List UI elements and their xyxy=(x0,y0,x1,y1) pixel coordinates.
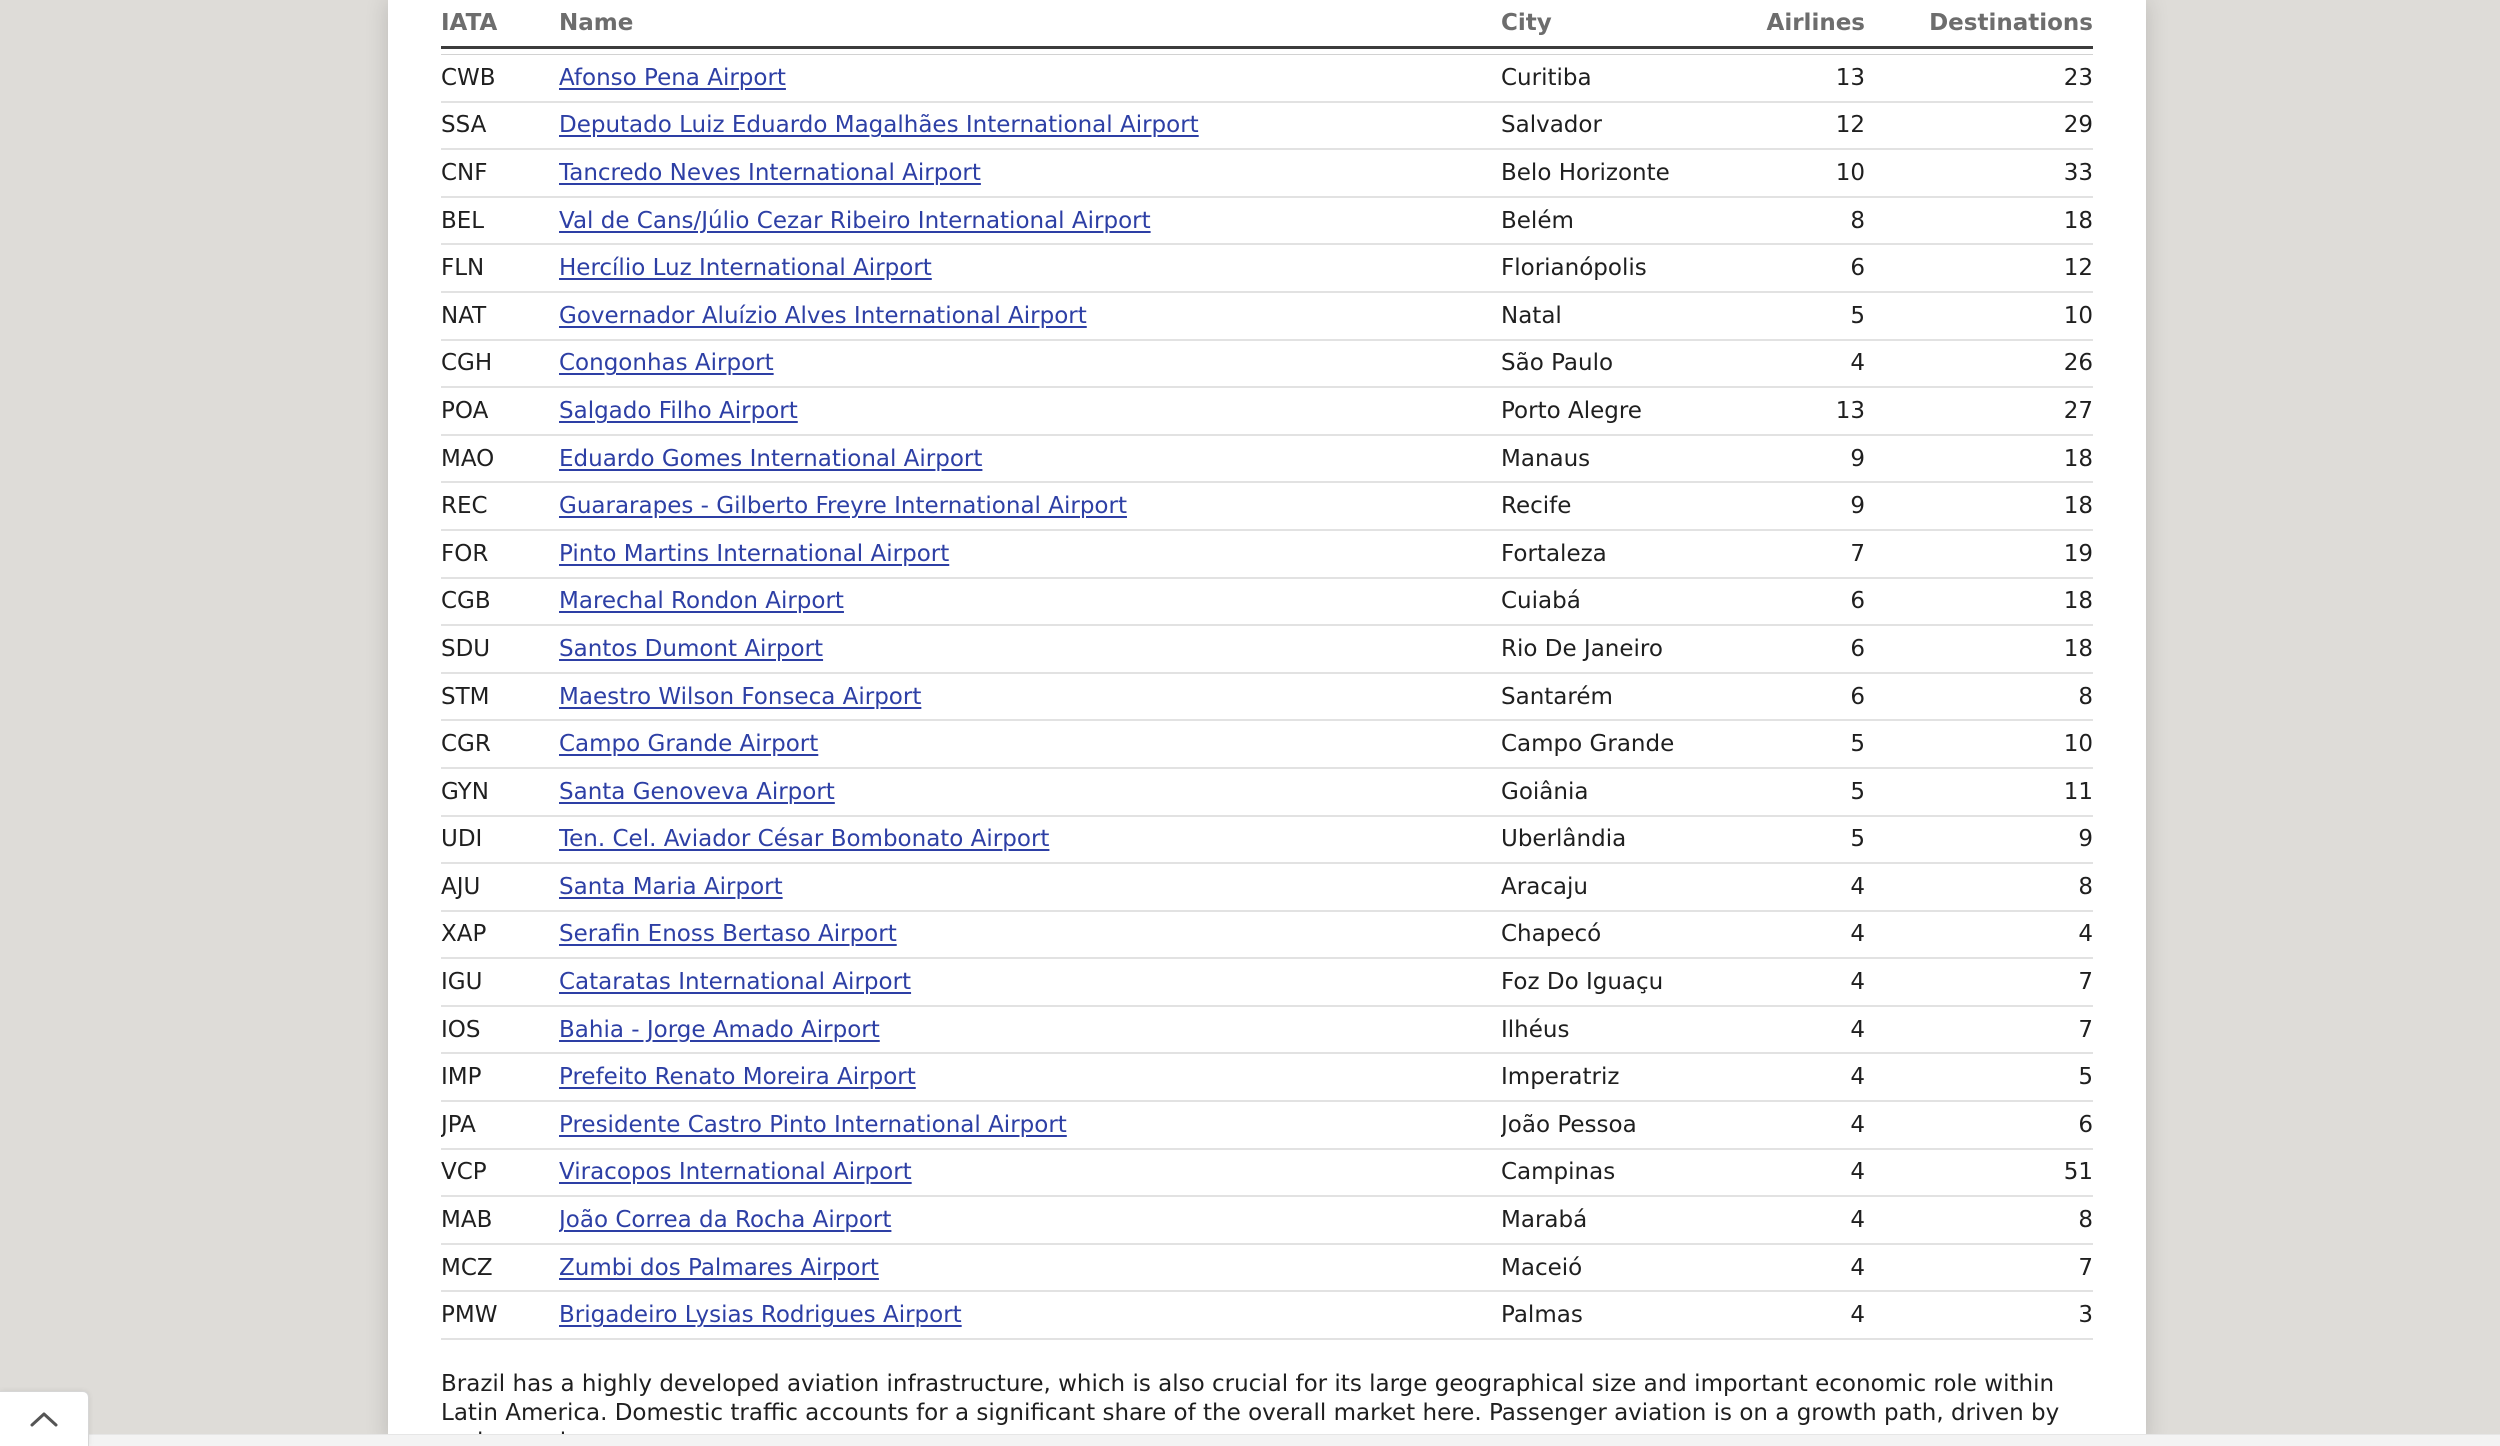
destinations-count-cell: 18 xyxy=(1865,435,2093,483)
chevron-up-icon xyxy=(29,1410,59,1428)
table-row xyxy=(441,863,2093,911)
airport-name-cell xyxy=(559,1291,1501,1339)
airport-name-cell xyxy=(559,197,1501,245)
iata-cell: NAT xyxy=(441,292,559,340)
table-row xyxy=(441,244,2093,292)
airlines-count-cell: 8 xyxy=(1731,197,1865,245)
airport-name-cell xyxy=(559,578,1501,626)
iata-cell: CWB xyxy=(441,55,559,102)
destinations-count-cell: 10 xyxy=(1865,720,2093,768)
airlines-count-cell: 5 xyxy=(1731,720,1865,768)
content-card xyxy=(388,0,2146,1445)
airport-name-cell xyxy=(559,816,1501,864)
iata-cell: AJU xyxy=(441,863,559,911)
table-row xyxy=(441,102,2093,150)
city-cell: Manaus xyxy=(1501,435,1731,483)
city-cell: Foz Do Iguaçu xyxy=(1501,958,1731,1006)
airlines-count-cell: 4 xyxy=(1731,911,1865,959)
airport-link[interactable]: Zumbi dos Palmares Airport xyxy=(559,1254,879,1281)
table-row xyxy=(441,816,2093,864)
table-row xyxy=(441,911,2093,959)
airlines-count-cell: 10 xyxy=(1731,149,1865,197)
iata-cell: FLN xyxy=(441,244,559,292)
city-cell: Imperatriz xyxy=(1501,1053,1731,1101)
iata-cell: IMP xyxy=(441,1053,559,1101)
table-row xyxy=(441,1244,2093,1292)
iata-cell: XAP xyxy=(441,911,559,959)
airport-link[interactable]: Congonhas Airport xyxy=(559,350,774,377)
airlines-count-cell: 5 xyxy=(1731,816,1865,864)
airport-name-cell xyxy=(559,673,1501,721)
city-cell: Recife xyxy=(1501,482,1731,530)
table-row xyxy=(441,1006,2093,1054)
airport-link[interactable]: Prefeito Renato Moreira Airport xyxy=(559,1064,916,1091)
iata-cell: JPA xyxy=(441,1101,559,1149)
city-cell: Rio De Janeiro xyxy=(1501,625,1731,673)
iata-cell: PMW xyxy=(441,1291,559,1339)
iata-cell: CGB xyxy=(441,578,559,626)
airport-name-cell xyxy=(559,863,1501,911)
destinations-count-cell: 12 xyxy=(1865,244,2093,292)
airlines-count-cell: 6 xyxy=(1731,625,1865,673)
airlines-count-cell: 6 xyxy=(1731,578,1865,626)
airport-name-cell xyxy=(559,149,1501,197)
airport-name-cell xyxy=(559,55,1501,102)
city-cell: Cuiabá xyxy=(1501,578,1731,626)
header-airlines[interactable]: Airlines xyxy=(1731,0,1865,48)
table-row xyxy=(441,292,2093,340)
table-row xyxy=(441,482,2093,530)
iata-cell: MAB xyxy=(441,1196,559,1244)
iata-cell: SDU xyxy=(441,625,559,673)
destinations-count-cell: 29 xyxy=(1865,102,2093,150)
airport-link[interactable]: Viracopos International Airport xyxy=(559,1159,912,1186)
airport-name-cell xyxy=(559,530,1501,578)
table-row xyxy=(441,435,2093,483)
airport-link[interactable]: Governador Aluízio Alves International Airport xyxy=(559,302,1087,329)
table-row xyxy=(441,958,2093,1006)
airlines-count-cell: 5 xyxy=(1731,292,1865,340)
airport-link[interactable]: Val de Cans/Júlio Cezar Ribeiro International Airport xyxy=(559,207,1151,234)
table-row xyxy=(441,720,2093,768)
table-row xyxy=(441,387,2093,435)
airport-link[interactable]: Presidente Castro Pinto International Airport xyxy=(559,1111,1067,1138)
airport-name-cell xyxy=(559,340,1501,388)
city-cell: Uberlândia xyxy=(1501,816,1731,864)
airlines-count-cell: 4 xyxy=(1731,958,1865,1006)
destinations-count-cell: 26 xyxy=(1865,340,2093,388)
iata-cell: GYN xyxy=(441,768,559,816)
destinations-count-cell: 9 xyxy=(1865,816,2093,864)
iata-cell: REC xyxy=(441,482,559,530)
iata-cell: MCZ xyxy=(441,1244,559,1292)
airports-table xyxy=(441,0,2093,1340)
airport-name-cell xyxy=(559,1053,1501,1101)
airlines-count-cell: 6 xyxy=(1731,673,1865,721)
airlines-count-cell: 4 xyxy=(1731,863,1865,911)
iata-cell: IOS xyxy=(441,1006,559,1054)
table-row xyxy=(441,768,2093,816)
table-body xyxy=(441,48,2093,1340)
destinations-count-cell: 7 xyxy=(1865,1006,2093,1054)
header-name[interactable]: Name xyxy=(559,0,1501,48)
table-row xyxy=(441,578,2093,626)
airport-name-cell xyxy=(559,292,1501,340)
header-spacer xyxy=(441,48,2093,55)
airport-name-cell xyxy=(559,1196,1501,1244)
destinations-count-cell: 51 xyxy=(1865,1149,2093,1197)
city-cell: Aracaju xyxy=(1501,863,1731,911)
airport-name-cell xyxy=(559,1006,1501,1054)
city-cell: João Pessoa xyxy=(1501,1101,1731,1149)
iata-cell: CGH xyxy=(441,340,559,388)
table-row xyxy=(441,1101,2093,1149)
iata-cell: FOR xyxy=(441,530,559,578)
destinations-count-cell: 6 xyxy=(1865,1101,2093,1149)
airport-link[interactable]: Deputado Luiz Eduardo Magalhães International Airport xyxy=(559,112,1199,139)
iata-cell: MAO xyxy=(441,435,559,483)
table-row xyxy=(441,1053,2093,1101)
airlines-count-cell: 13 xyxy=(1731,387,1865,435)
destinations-count-cell: 11 xyxy=(1865,768,2093,816)
city-cell: Belém xyxy=(1501,197,1731,245)
table-row xyxy=(441,149,2093,197)
airlines-count-cell: 4 xyxy=(1731,1006,1865,1054)
iata-cell: CGR xyxy=(441,720,559,768)
airport-link[interactable]: Tancredo Neves International Airport xyxy=(559,159,981,186)
airport-name-cell xyxy=(559,768,1501,816)
airport-link[interactable]: Santa Genoveva Airport xyxy=(559,778,835,805)
airlines-count-cell: 13 xyxy=(1731,55,1865,102)
iata-cell: SSA xyxy=(441,102,559,150)
iata-cell: BEL xyxy=(441,197,559,245)
destinations-count-cell: 4 xyxy=(1865,911,2093,959)
airlines-count-cell: 4 xyxy=(1731,1291,1865,1339)
iata-cell: UDI xyxy=(441,816,559,864)
airlines-count-cell: 9 xyxy=(1731,435,1865,483)
airport-name-cell xyxy=(559,102,1501,150)
intro-paragraph: Brazil has a highly developed aviation infrastructure, which is also crucial for its large geographical size and important economic role within Latin America. Domestic traffic accounts for a significant share of the overall market here. Passenger aviation is on a growth path, driven by xyxy=(441,1371,2060,1426)
iata-cell: CNF xyxy=(441,149,559,197)
destinations-count-cell: 33 xyxy=(1865,149,2093,197)
airport-name-cell xyxy=(559,482,1501,530)
airlines-count-cell: 4 xyxy=(1731,1053,1865,1101)
airlines-count-cell: 9 xyxy=(1731,482,1865,530)
city-cell: Ilhéus xyxy=(1501,1006,1731,1054)
city-cell: Marabá xyxy=(1501,1196,1731,1244)
header-city[interactable]: City xyxy=(1501,0,1731,48)
destinations-count-cell: 8 xyxy=(1865,1196,2093,1244)
destinations-count-cell: 18 xyxy=(1865,482,2093,530)
table-row xyxy=(441,197,2093,245)
table-header xyxy=(441,0,2093,48)
airport-link[interactable]: Brigadeiro Lysias Rodrigues Airport xyxy=(559,1302,962,1329)
iata-cell: VCP xyxy=(441,1149,559,1197)
destinations-count-cell: 8 xyxy=(1865,863,2093,911)
airport-link[interactable]: Santos Dumont Airport xyxy=(559,635,824,662)
airport-link[interactable]: Santa Maria Airport xyxy=(559,873,783,900)
iata-cell: STM xyxy=(441,673,559,721)
airport-name-cell xyxy=(559,958,1501,1006)
city-cell: Goiânia xyxy=(1501,768,1731,816)
table-row xyxy=(441,530,2093,578)
airlines-count-cell: 4 xyxy=(1731,1196,1865,1244)
destinations-count-cell: 27 xyxy=(1865,387,2093,435)
airport-link[interactable]: Afonso Pena Airport xyxy=(559,64,786,91)
destinations-count-cell: 7 xyxy=(1865,1244,2093,1292)
destinations-count-cell: 3 xyxy=(1865,1291,2093,1339)
city-cell: Porto Alegre xyxy=(1501,387,1731,435)
airlines-count-cell: 12 xyxy=(1731,102,1865,150)
table-row xyxy=(441,340,2093,388)
destinations-count-cell: 18 xyxy=(1865,625,2093,673)
city-cell: Campinas xyxy=(1501,1149,1731,1197)
airlines-count-cell: 4 xyxy=(1731,1101,1865,1149)
table-row xyxy=(441,625,2093,673)
airport-name-cell xyxy=(559,244,1501,292)
city-cell: Curitiba xyxy=(1501,55,1731,102)
airport-link[interactable]: Bahia - Jorge Amado Airport xyxy=(559,1016,880,1043)
airport-name-cell xyxy=(559,1149,1501,1197)
airlines-count-cell: 7 xyxy=(1731,530,1865,578)
destinations-count-cell: 7 xyxy=(1865,958,2093,1006)
destinations-count-cell: 23 xyxy=(1865,55,2093,102)
city-cell: Campo Grande xyxy=(1501,720,1731,768)
city-cell: Chapecó xyxy=(1501,911,1731,959)
airport-link[interactable]: Pinto Martins International Airport xyxy=(559,540,950,567)
airlines-count-cell: 4 xyxy=(1731,1149,1865,1197)
airlines-count-cell: 4 xyxy=(1731,340,1865,388)
airport-name-cell xyxy=(559,435,1501,483)
airport-link[interactable]: Campo Grande Airport xyxy=(559,731,819,758)
airport-link[interactable]: Salgado Filho Airport xyxy=(559,397,798,424)
airport-link[interactable]: Ten. Cel. Aviador César Bombonato Airport xyxy=(559,826,1050,853)
airport-name-cell xyxy=(559,1244,1501,1292)
city-cell: Maceió xyxy=(1501,1244,1731,1292)
airport-link[interactable]: Marechal Rondon Airport xyxy=(559,588,844,615)
table-row xyxy=(441,673,2093,721)
airport-link[interactable]: Cataratas International Airport xyxy=(559,969,912,996)
iata-cell: IGU xyxy=(441,958,559,1006)
table-row xyxy=(441,55,2093,102)
destinations-count-cell: 8 xyxy=(1865,673,2093,721)
city-cell: Florianópolis xyxy=(1501,244,1731,292)
airport-link[interactable]: Maestro Wilson Fonseca Airport xyxy=(559,683,922,710)
table-row xyxy=(441,1149,2093,1197)
destinations-count-cell: 18 xyxy=(1865,578,2093,626)
table-row xyxy=(441,1196,2093,1244)
destinations-count-cell: 10 xyxy=(1865,292,2093,340)
header-iata[interactable]: IATA xyxy=(441,0,559,48)
airport-link[interactable]: Eduardo Gomes International Airport xyxy=(559,445,983,472)
table-row xyxy=(441,1291,2093,1339)
airport-link[interactable]: Hercílio Luz International Airport xyxy=(559,255,932,282)
airport-name-cell xyxy=(559,1101,1501,1149)
destinations-count-cell: 19 xyxy=(1865,530,2093,578)
airport-link[interactable]: Guararapes - Gilberto Freyre International Airport xyxy=(559,493,1127,520)
city-cell: Fortaleza xyxy=(1501,530,1731,578)
airport-name-cell xyxy=(559,625,1501,673)
destinations-count-cell: 5 xyxy=(1865,1053,2093,1101)
header-destinations[interactable]: Destinations xyxy=(1865,0,2093,48)
city-cell: Salvador xyxy=(1501,102,1731,150)
city-cell: São Paulo xyxy=(1501,340,1731,388)
airlines-count-cell: 6 xyxy=(1731,244,1865,292)
airport-name-cell xyxy=(559,911,1501,959)
airport-name-cell xyxy=(559,387,1501,435)
scroll-to-top-button[interactable] xyxy=(0,1391,89,1446)
airport-link[interactable]: João Correa da Rocha Airport xyxy=(559,1207,892,1234)
airlines-count-cell: 4 xyxy=(1731,1244,1865,1292)
city-cell: Palmas xyxy=(1501,1291,1731,1339)
destinations-count-cell: 18 xyxy=(1865,197,2093,245)
viewport-bottom-edge xyxy=(0,1434,2500,1446)
airlines-count-cell: 5 xyxy=(1731,768,1865,816)
city-cell: Natal xyxy=(1501,292,1731,340)
city-cell: Santarém xyxy=(1501,673,1731,721)
airport-link[interactable]: Serafin Enoss Bertaso Airport xyxy=(559,921,897,948)
city-cell: Belo Horizonte xyxy=(1501,149,1731,197)
iata-cell: POA xyxy=(441,387,559,435)
airport-name-cell xyxy=(559,720,1501,768)
